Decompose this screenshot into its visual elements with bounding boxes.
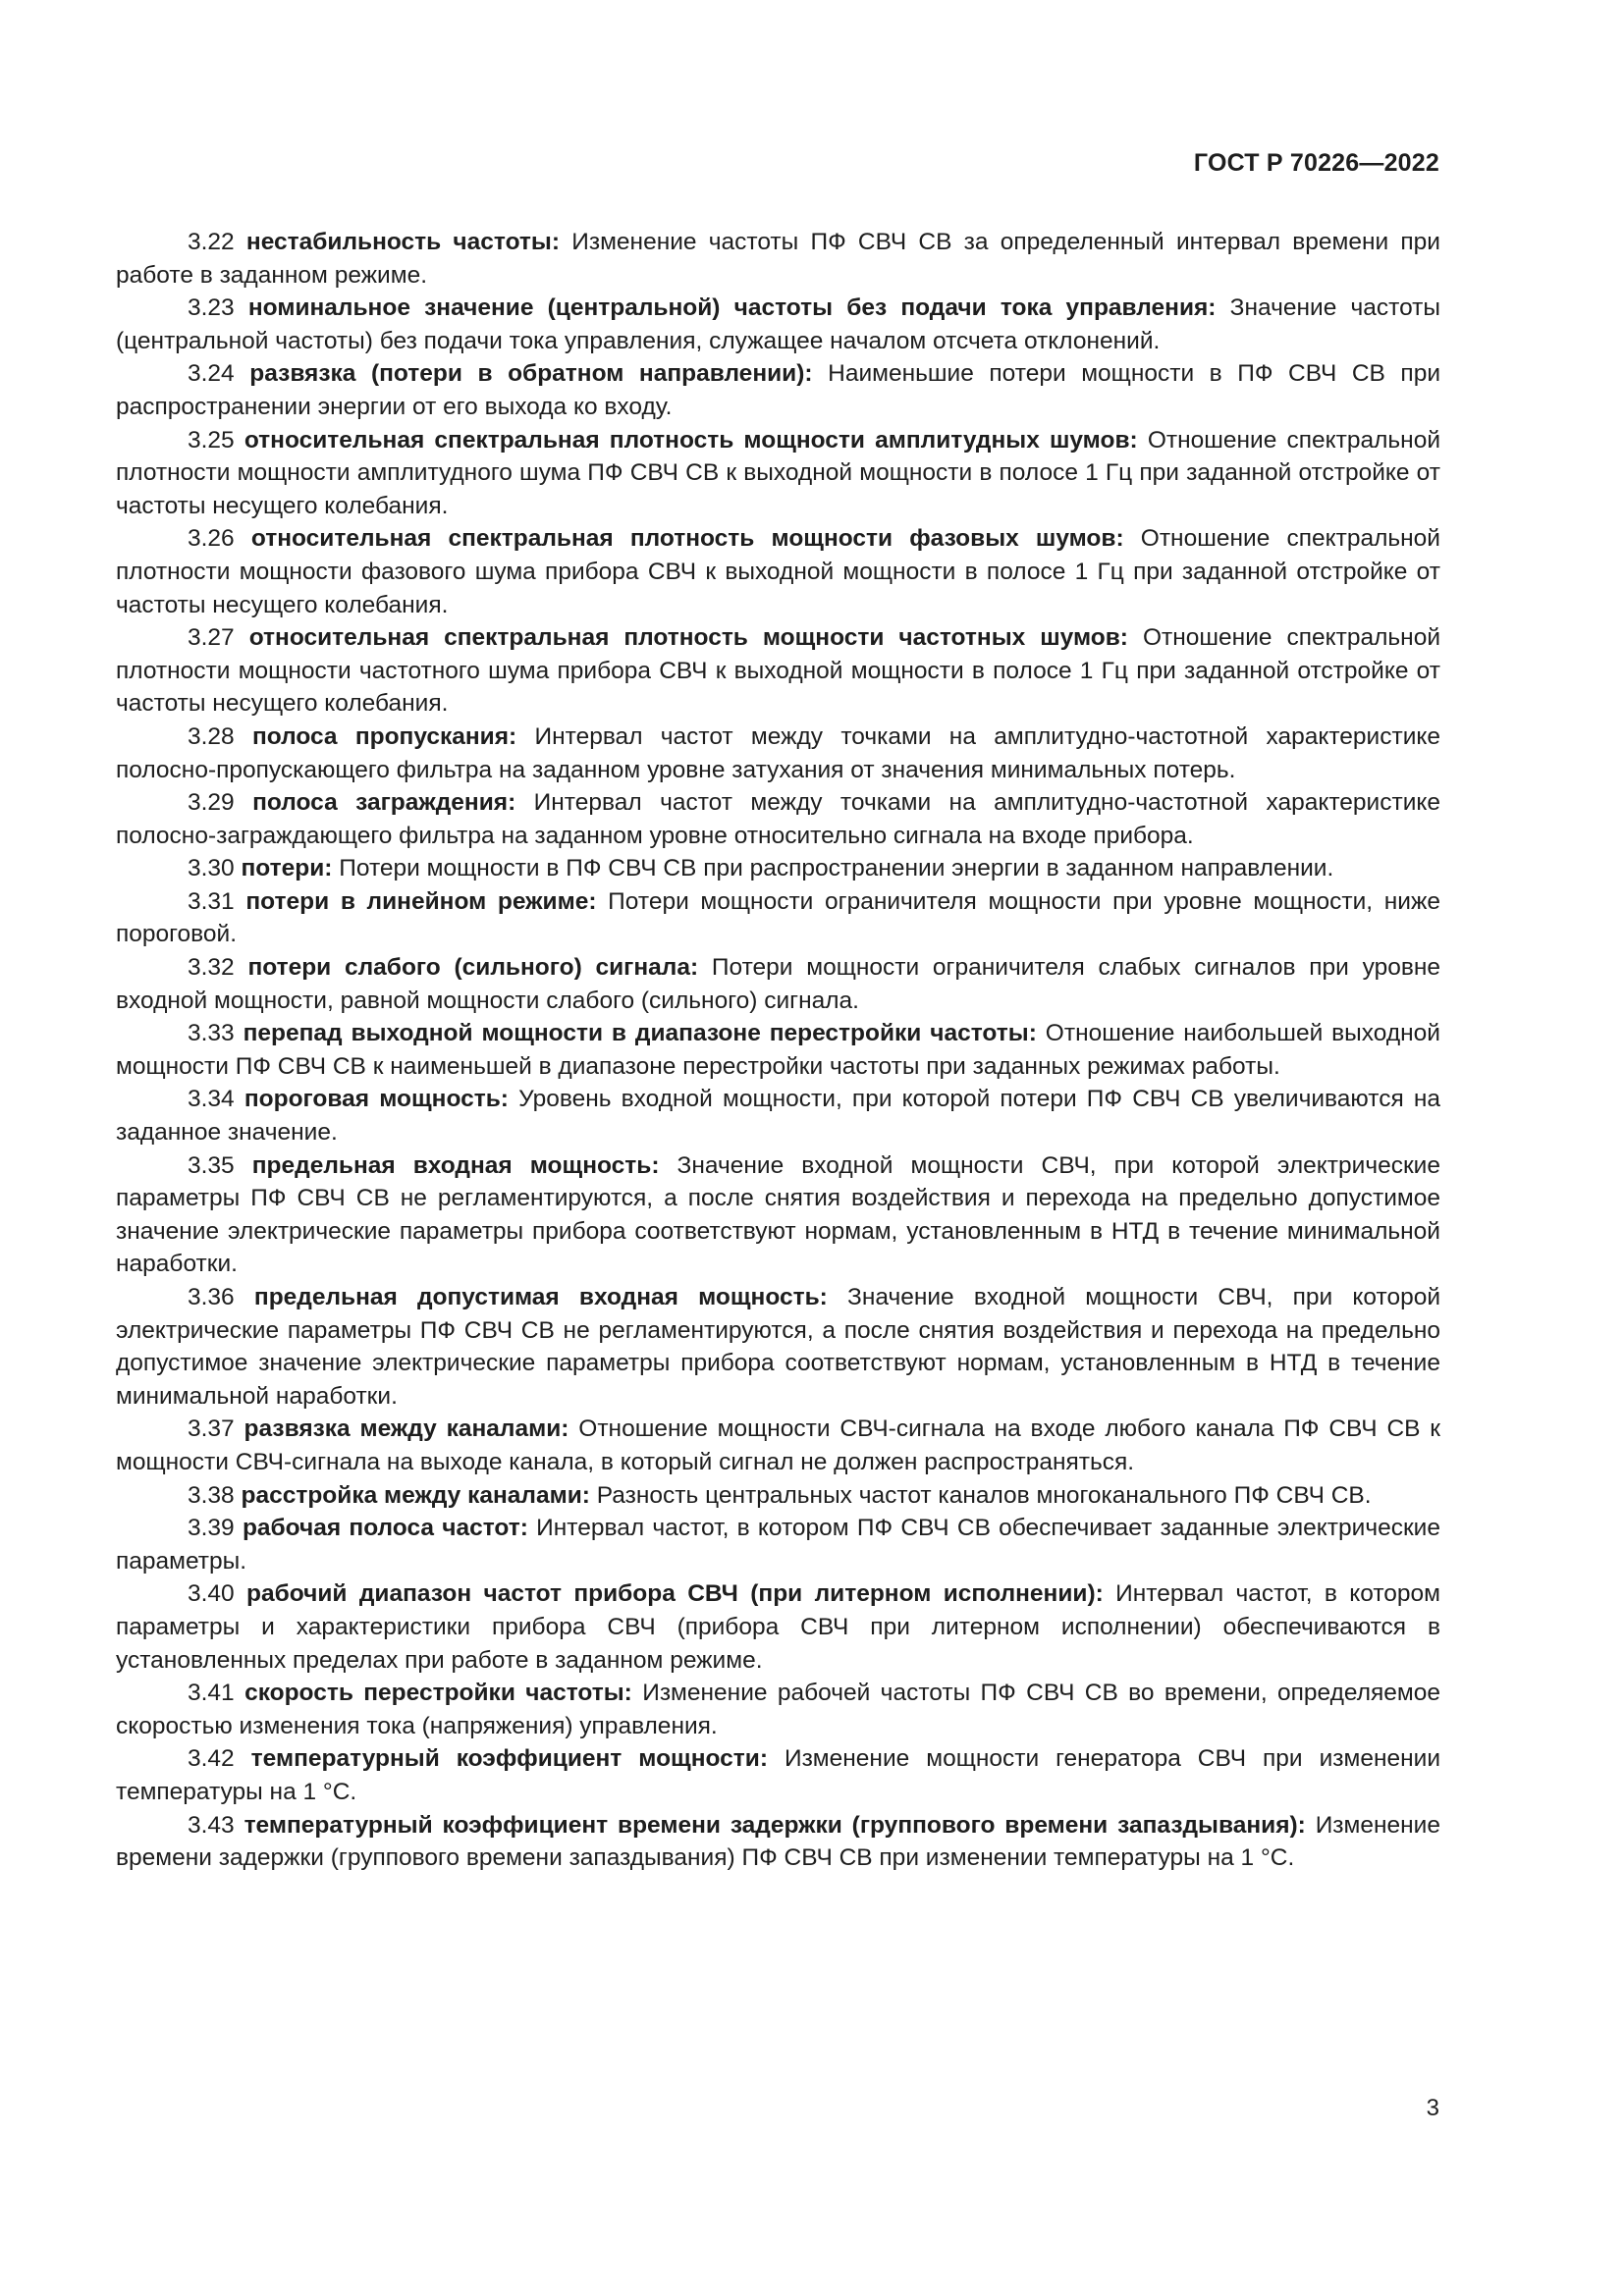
term-entry [116,786,1440,852]
term-name: пороговая мощность: [244,1086,509,1113]
term-name: номинальное значение (центральной) частоты без подачи тока управления: [247,294,1217,322]
term-number: 3.43 [188,1811,235,1839]
term-number: 3.39 [188,1515,235,1542]
term-entry [116,721,1440,786]
term-entry [116,1577,1440,1677]
term-number: 3.31 [188,887,235,915]
term-definition: Потери мощности в ПФ СВЧ СВ при распространении энергии в заданном направлении. [339,855,1334,882]
term-name: температурный коэффициент мощности: [250,1745,768,1773]
term-entry [116,852,1440,885]
term-definition: Значение входной мощности СВЧ, при которой электрические параметры ПФ СВЧ СВ не регламентируются, а после снятия воздействия и перехода на предельно допустимое значение электрические параметры прибора соответствуют нормам, установленным в НТД в течение минимальной наработки. [116,1284,1441,1410]
term-entry [116,1281,1440,1413]
term-number: 3.40 [188,1580,235,1608]
term-definition: Разность центральных частот каналов многоканального ПФ СВЧ СВ. [596,1481,1372,1509]
term-definition: Наименьшие потери мощности в ПФ СВЧ СВ при распространении энергии от его выхода ко входу. [116,360,1441,420]
term-entry [116,226,1440,292]
term-entry [116,1742,1440,1808]
term-definition: Отношение наибольшей выходной мощности ПФ СВЧ СВ к наименьшей в диапазоне перестройки частоты при заданных режимах работы. [116,1020,1440,1080]
term-number: 3.32 [188,954,235,982]
term-number: 3.38 [188,1481,235,1509]
term-entry [116,1149,1440,1281]
term-number: 3.26 [188,525,235,553]
term-definition: Изменение мощности генератора СВЧ при изменении температуры на 1 °C. [116,1745,1441,1805]
term-definition: Значение частоты (центральной частоты) без подачи тока управления, служащее началом отсчета отклонений. [116,294,1441,354]
term-number: 3.33 [188,1020,235,1047]
term-definition: Отношение спектральной плотности мощности частотного шума прибора СВЧ к выходной мощности в полосе 1 Гц при заданной отстройке от частоты несущего колебания. [116,624,1441,718]
term-number: 3.37 [188,1415,235,1443]
term-entry [116,1413,1440,1478]
term-name: перепад выходной мощности в диапазоне перестройки частоты: [243,1020,1037,1047]
document-id-header: ГОСТ Р 70226—2022 [1193,149,1439,177]
term-definition: Отношение спектральной плотности мощности фазового шума прибора СВЧ к выходной мощности в полосе 1 Гц при заданной отстройке от частоты несущего колебания. [116,525,1440,618]
term-definition: Потери мощности ограничителя слабых сигналов при уровне входной мощности, равной мощности слабого (сильного) сигнала. [116,954,1440,1014]
term-number: 3.42 [188,1745,235,1773]
term-entry [116,357,1440,423]
term-definition: Интервал частот между точками на амплитудно-частотной характеристике полосно-пропускающего фильтра на заданном уровне затухания от значения минимальных потерь. [116,722,1441,783]
term-entry [116,292,1440,357]
term-number: 3.29 [188,789,235,817]
term-definition: Изменение времени задержки (группового времени запаздывания) ПФ СВЧ СВ при изменении температуры на 1 °C. [116,1811,1440,1872]
term-entry [116,1809,1440,1875]
term-name: рабочая полоса частот: [242,1515,528,1542]
term-name: относительная спектральная плотность мощности амплитудных шумов: [244,426,1138,454]
term-name: развязка (потери в обратном направлении): [249,360,813,388]
term-number: 3.35 [188,1151,235,1179]
term-number: 3.34 [188,1086,235,1113]
term-number: 3.30 [188,855,235,882]
term-number: 3.23 [188,294,235,322]
term-name: относительная спектральная плотность мощности частотных шумов: [248,624,1128,652]
term-number: 3.27 [188,624,235,652]
term-entry [116,621,1440,721]
term-definition: Значение входной мощности СВЧ, при которой электрические параметры ПФ СВЧ СВ не регламентируются, а после снятия воздействия и перехода на предельно допустимое значение электрические параметры прибора соответствуют нормам, установленным в НТД в течение минимальной наработки. [116,1151,1440,1278]
term-name: потери в линейном режиме: [245,887,597,915]
term-name: предельная допустимая входная мощность: [253,1284,828,1310]
terms-list [116,226,1440,1875]
term-name: температурный коэффициент времени задержки (группового времени запаздывания): [244,1811,1306,1839]
term-definition: Интервал частот между точками на амплитудно-частотной характеристике полосно-заграждающего фильтра на заданном уровне относительно сигнала на входе прибора. [116,789,1441,849]
term-name: относительная спектральная плотность мощности фазовых шумов: [250,525,1124,553]
term-name: полоса пропускания: [251,722,517,750]
term-name: нестабильность частоты: [245,229,561,255]
term-name: потери слабого (сильного) сигнала: [247,954,699,982]
term-name: развязка между каналами: [244,1415,569,1443]
term-name: скорость перестройки частоты: [244,1680,632,1707]
term-number: 3.25 [188,426,235,454]
term-name: расстройка между каналами: [241,1481,590,1509]
term-entry [116,1017,1440,1083]
term-definition: Изменение рабочей частоты ПФ СВЧ СВ во времени, определяемое скоростью изменения тока (напряжения) управления. [116,1680,1441,1739]
term-entry [116,951,1440,1017]
term-name: полоса заграждения: [252,789,516,817]
term-number: 3.24 [188,360,235,388]
term-definition: Отношение спектральной плотности мощности амплитудного шума ПФ СВЧ СВ к выходной мощности в полосе 1 Гц при заданной отстройке от частоты несущего колебания. [116,426,1441,519]
term-number: 3.41 [188,1680,235,1707]
term-entry [116,885,1440,951]
term-entry [116,424,1440,523]
term-definition: Потери мощности ограничителя мощности при уровне мощности, ниже пороговой. [116,887,1441,948]
term-number: 3.28 [188,722,235,750]
term-entry [116,1479,1440,1513]
page-number: 3 [1426,2095,1439,2121]
term-name: потери: [241,855,333,882]
term-entry [116,1512,1440,1577]
term-entry [116,1677,1440,1742]
term-entry [116,1083,1440,1148]
term-definition: Интервал частот, в котором параметры и характеристики прибора СВЧ (прибора СВЧ при литерном исполнении) обеспечиваются в установленных пределах при работе в заданном режиме. [116,1580,1440,1674]
term-definition: Отношение мощности СВЧ-сигнала на входе любого канала ПФ СВЧ СВ к мощности СВЧ-сигнала на выходе канала, в который сигнал не должен распространяться. [116,1415,1441,1475]
term-number: 3.22 [188,229,235,255]
term-number: 3.36 [188,1284,235,1310]
term-definition: Уровень входной мощности, при которой потери ПФ СВЧ СВ увеличиваются на заданное значение. [116,1086,1441,1147]
term-definition: Изменение частоты ПФ СВЧ СВ за определенный интервал времени при работе в заданном режиме. [116,229,1440,289]
term-entry [116,522,1440,621]
term-name: предельная входная мощность: [251,1151,660,1179]
term-name: рабочий диапазон частот прибора СВЧ (при литерном исполнении): [246,1580,1104,1608]
term-definition: Интервал частот, в котором ПФ СВЧ СВ обеспечивает заданные электрические параметры. [116,1515,1440,1575]
